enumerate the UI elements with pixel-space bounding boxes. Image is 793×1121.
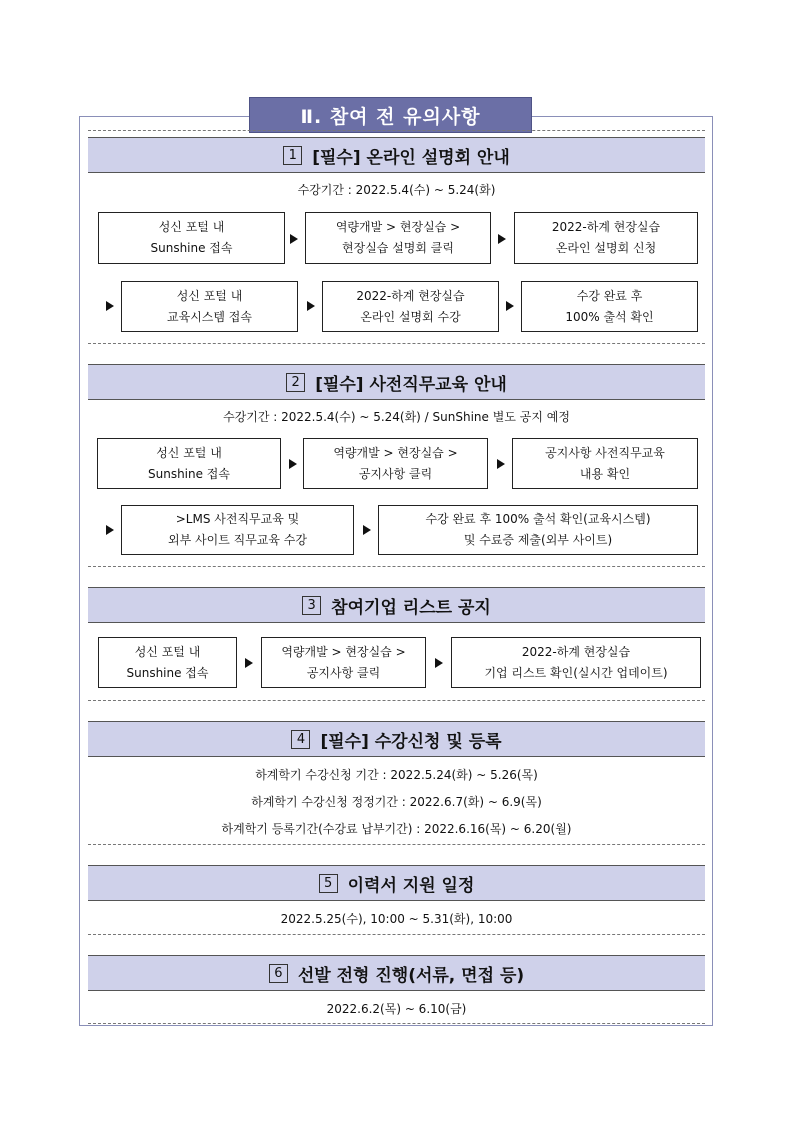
step-box xyxy=(305,212,491,264)
arrow-right-icon xyxy=(497,459,505,469)
section-title: 선발 전형 진행(서류, 면접 등) xyxy=(297,965,525,986)
section-number: 2 xyxy=(286,373,305,392)
step-line-1: 역량개발 > 현장실습 > xyxy=(333,445,458,460)
step-line-2: 교육시스템 접속 xyxy=(167,309,252,324)
step-line-1: 성신 포털 내 xyxy=(158,220,225,234)
step-line-2: 공지사항 클릭 xyxy=(306,665,381,680)
step-box xyxy=(121,505,354,555)
arrow-right-icon xyxy=(289,459,297,469)
section-title: 이력서 지원 일정 xyxy=(347,875,475,896)
step-box xyxy=(514,212,698,264)
step-line-1: 2022-하계 현장실습 xyxy=(521,644,631,659)
step-line-2: Sunshine 접속 xyxy=(147,466,230,481)
arrow-right-icon xyxy=(435,658,443,668)
arrow-right-icon xyxy=(290,234,298,244)
arrow-right-icon xyxy=(106,301,114,311)
divider xyxy=(88,130,705,131)
divider xyxy=(88,343,705,344)
step-line-1: 2022-하계 현장실습 xyxy=(356,288,465,303)
divider xyxy=(88,844,705,845)
step-box xyxy=(303,438,488,489)
step-box xyxy=(512,438,698,489)
step-line-1: 수강 완료 후 xyxy=(576,288,643,303)
step-box xyxy=(521,281,698,332)
step-line-2: 공지사항 클릭 xyxy=(358,466,433,481)
section-number: 4 xyxy=(291,730,310,749)
step-line-2: 온라인 설명회 신청 xyxy=(555,241,657,255)
section-title: [필수] 사전직무교육 안내 xyxy=(315,374,507,395)
step-box xyxy=(378,505,698,555)
arrow-right-icon xyxy=(498,234,506,244)
step-line-1: 역량개발 > 현장실습 > xyxy=(335,220,461,234)
section-6-header xyxy=(88,955,705,991)
step-line-2: 외부 사이트 직무교육 수강 xyxy=(168,533,307,547)
section-2-period: 수강기간 : 2022.5.4(수) ~ 5.24(화) / SunShine 별도 공지 예정 xyxy=(223,410,570,424)
step-line-1: 역량개발 > 현장실습 > xyxy=(281,644,406,659)
divider xyxy=(88,566,705,567)
arrow-right-icon xyxy=(506,301,514,311)
step-line-2: 100% 출석 확인 xyxy=(565,309,654,324)
divider xyxy=(88,934,705,935)
arrow-right-icon xyxy=(106,525,114,535)
step-line-1: 공지사항 사전직무교육 xyxy=(545,445,665,460)
step-line-2: 내용 확인 xyxy=(579,466,631,481)
step-line-2: 현장실습 설명회 클릭 xyxy=(342,241,454,255)
divider xyxy=(88,700,705,701)
section-number: 3 xyxy=(302,596,321,615)
section-4-header xyxy=(88,721,705,757)
arrow-right-icon xyxy=(363,525,371,535)
section-5-line: 2022.5.25(수), 10:00 ~ 5.31(화), 10:00 xyxy=(280,912,513,926)
section-number: 1 xyxy=(283,146,302,165)
section-title: 참여기업 리스트 공지 xyxy=(331,597,491,618)
step-line-2: 및 수료증 제출(외부 사이트) xyxy=(463,533,613,547)
section-4-line: 하계학기 수강신청 기간 : 2022.5.24(화) ~ 5.26(목) xyxy=(255,768,538,782)
section-3-header xyxy=(88,587,705,623)
step-box xyxy=(97,438,281,489)
step-line-1: >LMS 사전직무교육 및 xyxy=(175,512,300,526)
step-line-2: Sunshine 접속 xyxy=(150,241,233,255)
section-2-header xyxy=(88,364,705,400)
step-box xyxy=(451,637,701,688)
section-number: 6 xyxy=(269,964,288,983)
section-1-header xyxy=(88,137,705,173)
step-box xyxy=(121,281,298,332)
step-line-1: 2022-하계 현장실습 xyxy=(551,220,661,234)
section-4-line: 하계학기 수강신청 정정기간 : 2022.6.7(화) ~ 6.9(목) xyxy=(251,795,542,809)
section-title: [필수] 온라인 설명회 안내 xyxy=(312,147,510,168)
step-line-1: 수강 완료 후 100% 출석 확인(교육시스템) xyxy=(425,512,651,526)
section-4-line: 하계학기 등록기간(수강료 납부기간) : 2022.6.16(목) ~ 6.20(월) xyxy=(221,822,572,836)
divider xyxy=(88,1023,705,1024)
step-box xyxy=(98,212,285,264)
arrow-right-icon xyxy=(245,658,253,668)
step-box xyxy=(261,637,426,688)
section-6-line: 2022.6.2(목) ~ 6.10(금) xyxy=(326,1002,467,1016)
step-box xyxy=(98,637,237,688)
step-box xyxy=(322,281,499,332)
section-1-period: 수강기간 : 2022.5.4(수) ~ 5.24(화) xyxy=(297,183,496,197)
step-line-2: 온라인 설명회 수강 xyxy=(360,309,461,324)
step-line-1: 성신 포털 내 xyxy=(156,445,222,460)
arrow-right-icon xyxy=(307,301,315,311)
step-line-2: 기업 리스트 확인(실시간 업데이트) xyxy=(484,665,668,680)
section-5-header xyxy=(88,865,705,901)
main-title: Ⅱ. 참여 전 유의사항 xyxy=(249,97,532,133)
section-number: 5 xyxy=(319,874,338,893)
step-line-2: Sunshine 접속 xyxy=(126,665,209,680)
step-line-1: 성신 포털 내 xyxy=(134,644,201,659)
step-line-1: 성신 포털 내 xyxy=(176,288,243,303)
section-title: [필수] 수강신청 및 등록 xyxy=(320,731,502,752)
